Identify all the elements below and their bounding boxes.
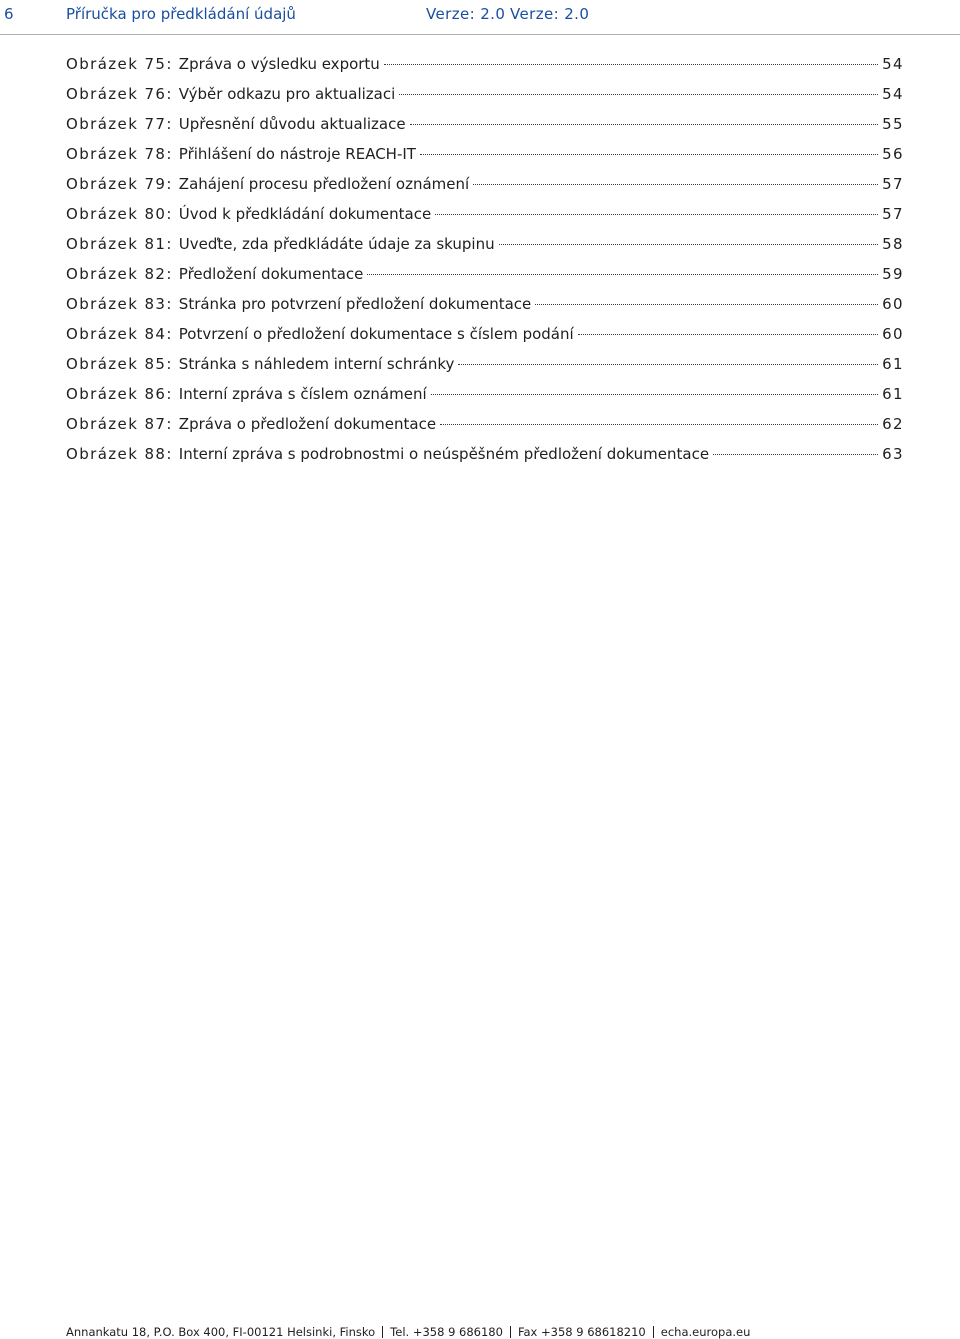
figure-title: Předložení dokumentace: [178, 265, 364, 283]
figure-number: Obrázek 85:: [66, 355, 173, 373]
toc-entry[interactable]: [66, 82, 904, 112]
figure-title: Zpráva o předložení dokumentace: [178, 415, 437, 433]
page-reference: 57: [882, 205, 904, 223]
page-reference: 63: [882, 445, 904, 463]
document-title: Příručka pro předkládání údajů: [66, 5, 296, 23]
toc-entry[interactable]: [66, 112, 904, 142]
figure-number: Obrázek 86:: [66, 385, 173, 403]
footer-separator: [510, 1326, 511, 1338]
figure-title: Zpráva o výsledku exportu: [178, 55, 380, 73]
toc-entry[interactable]: [66, 52, 904, 82]
figure-title: Uveďte, zda předkládáte údaje za skupinu: [178, 235, 495, 253]
dot-leader: [420, 154, 878, 155]
dot-leader: [410, 124, 879, 125]
page-reference: 62: [882, 415, 904, 433]
version-label-duplicate: Verze: 2.0: [510, 5, 590, 23]
footer-address: Annankatu 18, P.O. Box 400, FI-00121 Helsinki, Finsko: [66, 1325, 376, 1339]
figure-title: Úvod k předkládání dokumentace: [178, 205, 432, 223]
figure-number: Obrázek 80:: [66, 205, 173, 223]
footer-separator: [653, 1326, 654, 1338]
dot-leader: [578, 334, 878, 335]
figure-number: Obrázek 78:: [66, 145, 173, 163]
toc-entry[interactable]: [66, 412, 904, 442]
figure-number: Obrázek 79:: [66, 175, 173, 193]
footer-fax: Fax +358 9 68618210: [517, 1325, 646, 1339]
toc-entry[interactable]: [66, 202, 904, 232]
page-reference: 61: [882, 385, 904, 403]
figure-title: Potvrzení o předložení dokumentace s číslem podání: [178, 325, 574, 343]
figure-title: Přihlášení do nástroje REACH-IT: [178, 145, 416, 163]
figure-number: Obrázek 76:: [66, 85, 173, 103]
toc-entry[interactable]: [66, 352, 904, 382]
page-reference: 59: [882, 265, 904, 283]
figure-number: Obrázek 75:: [66, 55, 173, 73]
dot-leader: [440, 424, 878, 425]
figure-number: Obrázek 81:: [66, 235, 173, 253]
page-reference: 54: [882, 55, 904, 73]
toc-entry[interactable]: [66, 142, 904, 172]
dot-leader: [458, 364, 878, 365]
dot-leader: [431, 394, 878, 395]
dot-leader: [399, 94, 878, 95]
page-number: 6: [4, 5, 14, 23]
figure-number: Obrázek 83:: [66, 295, 173, 313]
figure-number: Obrázek 87:: [66, 415, 173, 433]
figure-title: Stránka pro potvrzení předložení dokumentace: [178, 295, 532, 313]
page-reference: 61: [882, 355, 904, 373]
version-label: Verze: 2.0: [426, 5, 506, 23]
header-divider: [0, 34, 960, 35]
toc-entry[interactable]: [66, 382, 904, 412]
figure-number: Obrázek 77:: [66, 115, 173, 133]
figure-title: Upřesnění důvodu aktualizace: [178, 115, 406, 133]
list-of-figures: [66, 52, 904, 472]
toc-entry[interactable]: [66, 292, 904, 322]
figure-number: Obrázek 82:: [66, 265, 173, 283]
page-reference: 54: [882, 85, 904, 103]
page-reference: 60: [882, 325, 904, 343]
page-footer: [66, 1325, 750, 1339]
toc-entry[interactable]: [66, 442, 904, 472]
page-reference: 58: [882, 235, 904, 253]
page-reference: 57: [882, 175, 904, 193]
dot-leader: [499, 244, 878, 245]
figure-title: Stránka s náhledem interní schránky: [178, 355, 455, 373]
page-header: [0, 0, 960, 34]
dot-leader: [367, 274, 878, 275]
figure-title: Výběr odkazu pro aktualizaci: [178, 85, 396, 103]
footer-website-link[interactable]: echa.europa.eu: [660, 1325, 751, 1339]
dot-leader: [473, 184, 878, 185]
footer-telephone: Tel. +358 9 686180: [390, 1325, 503, 1339]
page-reference: 60: [882, 295, 904, 313]
page-reference: 55: [882, 115, 904, 133]
footer-separator: [382, 1326, 383, 1338]
figure-title: Interní zpráva s číslem oznámení: [178, 385, 427, 403]
figure-title: Interní zpráva s podrobnostmi o neúspěšném předložení dokumentace: [178, 445, 710, 463]
figure-title: Zahájení procesu předložení oznámení: [178, 175, 470, 193]
page-reference: 56: [882, 145, 904, 163]
toc-entry[interactable]: [66, 322, 904, 352]
toc-entry[interactable]: [66, 232, 904, 262]
dot-leader: [713, 454, 878, 455]
dot-leader: [384, 64, 878, 65]
toc-entry[interactable]: [66, 172, 904, 202]
figure-number: Obrázek 88:: [66, 445, 173, 463]
toc-entry[interactable]: [66, 262, 904, 292]
dot-leader: [535, 304, 878, 305]
figure-number: Obrázek 84:: [66, 325, 173, 343]
dot-leader: [435, 214, 878, 215]
